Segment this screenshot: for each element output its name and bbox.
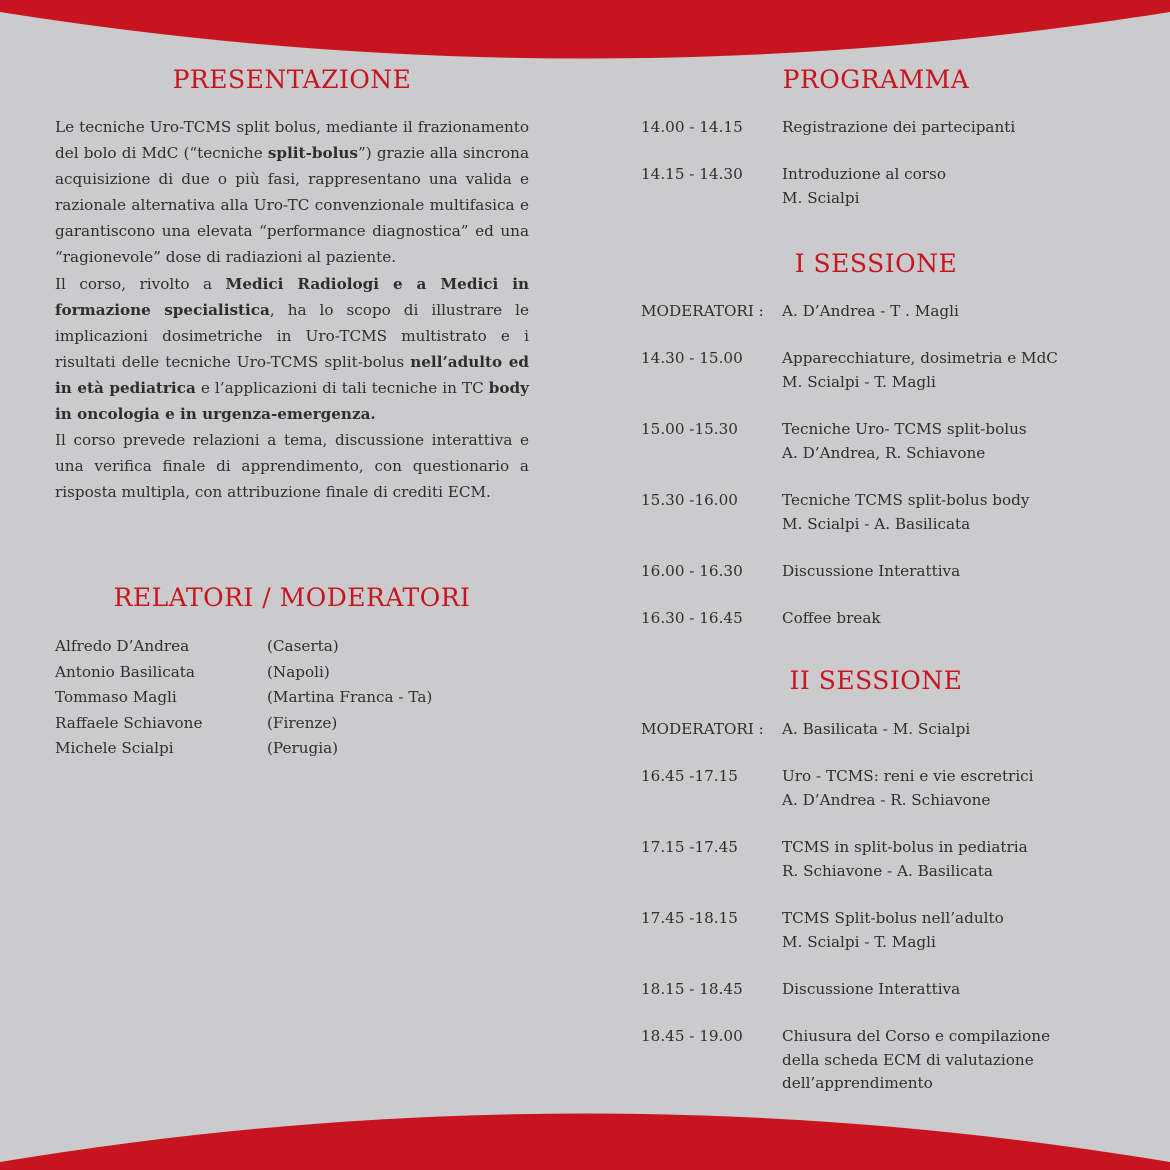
programme-time: 14.00 - 14.15: [641, 118, 743, 136]
speaker-name: Antonio Basilicata: [55, 662, 195, 681]
speaker-name: Alfredo D’Andrea: [55, 637, 190, 655]
speaker-row: [55, 711, 529, 737]
programme-line: A. D’Andrea, R. Schiavone: [782, 443, 986, 462]
speaker-name: Tommaso Magli: [55, 688, 177, 706]
programme-line: R. Schiavone - A. Basilicata: [782, 861, 993, 880]
programma-heading: PROGRAMMA: [782, 65, 970, 94]
programme-description: [782, 718, 1112, 742]
programme-description: [782, 836, 1112, 883]
programme-line: Discussione Interattiva: [782, 562, 961, 580]
programme-description: [782, 1025, 1112, 1096]
programme-time: 16.30 - 16.45: [641, 609, 743, 627]
programme-time: 14.15 - 14.30: [641, 165, 743, 183]
bottom-red-arc: [0, 1110, 1170, 1170]
speakers-list: [55, 634, 529, 762]
speaker-row: [55, 660, 529, 686]
speaker-name: Michele Scialpi: [55, 739, 174, 757]
programme-description: [782, 560, 1112, 584]
programme-line: Coffee break: [782, 609, 881, 627]
programme-line: dell’apprendimento: [782, 1074, 933, 1092]
programme-line: M. Scialpi - A. Basilicata: [782, 514, 971, 533]
programme-description: [782, 300, 1112, 324]
speaker-name: Raffaele Schiavone: [55, 713, 203, 732]
programme-line: Tecniche TCMS split-bolus body: [782, 491, 1030, 509]
programme-description: [782, 489, 1112, 536]
programme-time: 18.45 - 19.00: [641, 1027, 743, 1045]
intro-paragraph-1: Le tecniche Uro-TCMS split bolus, mediante il frazionamento del bolo di MdC (“tecniche split-bolus”) grazie alla sincrona acquisizione di due o più fasi, rappresentano una valida e razionale alternativa alla Uro-TC convenzionale multifasica e garantiscono una elevata “performance diagnostica” ed una “ragionevole” dose di radiazioni al paziente.: [55, 118, 529, 267]
programme-time: MODERATORI :: [641, 302, 764, 320]
speaker-row: [55, 634, 529, 660]
programme-description: [782, 765, 1112, 812]
presentazione-text: [55, 114, 529, 505]
speaker-city: (Martina Franca - Ta): [267, 688, 433, 706]
programme-description: [782, 978, 1112, 1002]
programme-line: Introduzione al corso: [782, 165, 946, 183]
programme-time: 15.30 -16.00: [641, 491, 738, 509]
programme-line: Discussione Interattiva: [782, 980, 961, 998]
programme-time: 17.15 -17.45: [641, 838, 738, 856]
top-red-arc: [0, 0, 1170, 60]
presentazione-heading: PRESENTAZIONE: [172, 65, 412, 94]
session-2-heading: II SESSIONE: [789, 666, 963, 695]
programme-time: 18.15 - 18.45: [641, 980, 743, 998]
programme-line: A. D’Andrea - T . Magli: [782, 302, 959, 320]
intro-paragraph-2: Il corso, rivolto a Medici Radiologi e a Medici in formazione specialistica, ha lo scopo di illustrare le implicazioni dosimetriche in Uro-TCMS multistrato e i risultati delle tecniche Uro-TCMS split-bolus nell’adulto ed in età pediatrica e l’applicazioni di tali tecniche in TC body in oncologia e in urgenza-emergenza.: [55, 274, 530, 424]
programme-line: M. Scialpi - T. Magli: [782, 372, 936, 391]
programme-line: M. Scialpi: [782, 188, 860, 207]
programme-line: Registrazione dei partecipanti: [782, 118, 1016, 136]
programme-line: M. Scialpi - T. Magli: [782, 932, 936, 951]
programme-description: [782, 907, 1112, 954]
programme-time: 16.45 -17.15: [641, 767, 738, 785]
programme-line: Uro - TCMS: reni e vie escretrici: [782, 767, 1034, 785]
programme-time: 14.30 - 15.00: [641, 349, 743, 367]
speaker-row: [55, 736, 529, 762]
programme-description: [782, 347, 1112, 394]
programme-time: 16.00 - 16.30: [641, 562, 743, 580]
programme-time: MODERATORI :: [641, 720, 764, 738]
relatori-heading: RELATORI / MODERATORI: [113, 583, 471, 612]
programme-line: della scheda ECM di valutazione: [782, 1050, 1034, 1069]
speaker-city: (Napoli): [267, 662, 330, 681]
speaker-city: (Perugia): [267, 739, 339, 757]
intro-paragraph-3: Il corso prevede relazioni a tema, discussione interattiva e una verifica finale di apprendimento, con questionario a risposta multipla, con attribuzione finale di crediti ECM.: [55, 431, 529, 502]
speaker-city: (Firenze): [267, 713, 338, 732]
programme-description: [782, 163, 1112, 210]
programme-line: TCMS Split-bolus nell’adulto: [782, 909, 1004, 927]
programme-line: Tecniche Uro- TCMS split-bolus: [782, 420, 1027, 438]
programme-line: Apparecchiature, dosimetria e MdC: [782, 349, 1058, 367]
programme-description: [782, 418, 1112, 465]
programme-line: A. Basilicata - M. Scialpi: [782, 720, 971, 738]
programme-time: 15.00 -15.30: [641, 420, 738, 438]
programme-description: [782, 116, 1112, 140]
speaker-city: (Caserta): [267, 637, 339, 655]
programme-description: [782, 607, 1112, 631]
programme-line: A. D’Andrea - R. Schiavone: [782, 790, 991, 809]
session-1-heading: I SESSIONE: [794, 249, 958, 278]
programme-line: TCMS in split-bolus in pediatria: [782, 838, 1028, 856]
programme-time: 17.45 -18.15: [641, 909, 738, 927]
programme-line: Chiusura del Corso e compilazione: [782, 1027, 1051, 1045]
speaker-row: [55, 685, 529, 711]
